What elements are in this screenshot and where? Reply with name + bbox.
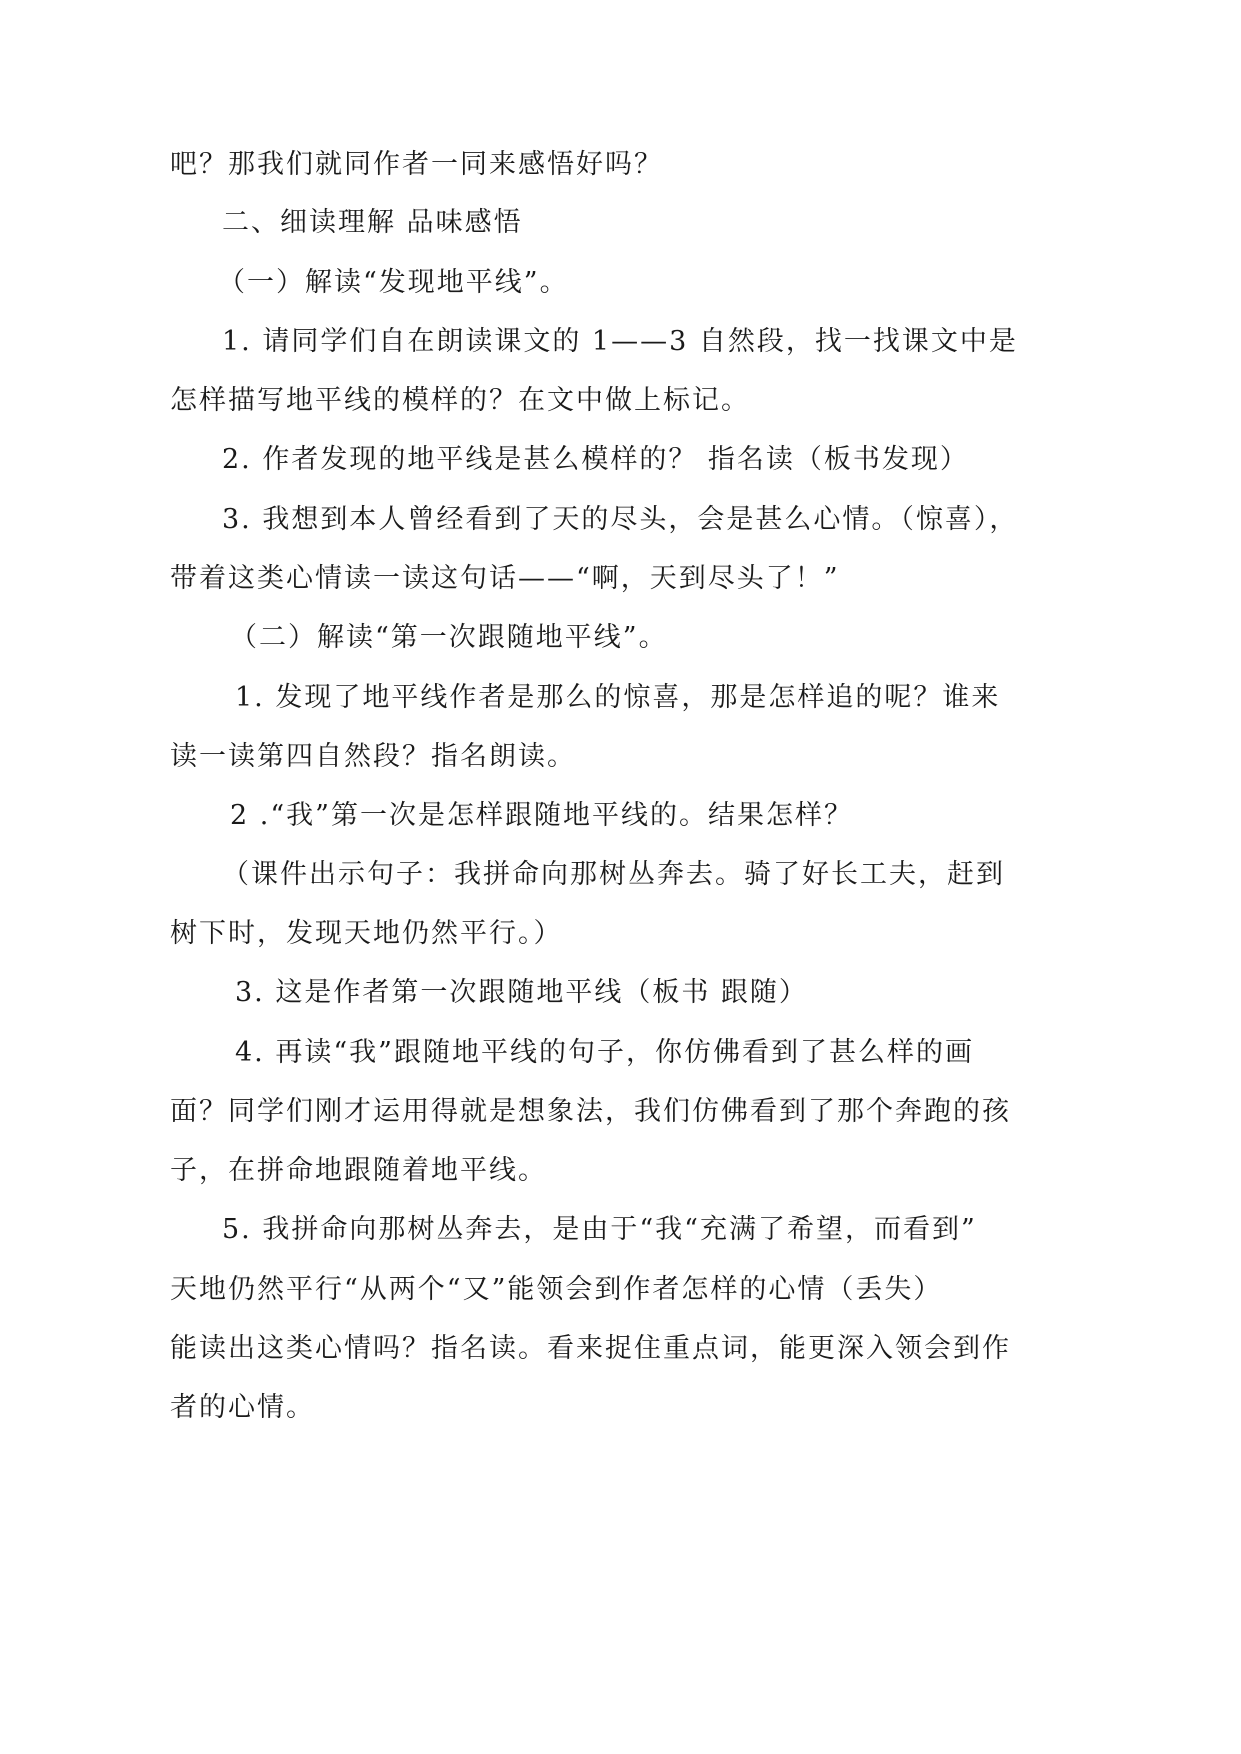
text-line-10: 1. 发现了地平线作者是那么的惊喜，那是怎样追的呢？谁来: [235, 682, 1001, 713]
text-line-20: 天地仍然平行“从两个“又”能领会到作者怎样的心情（丢失）: [170, 1274, 943, 1305]
text-line-16: 4. 再读“我”跟随地平线的句子，你仿佛看到了甚么样的画: [235, 1037, 974, 1068]
text-line-22: 者的心情。: [170, 1392, 315, 1423]
text-line-6: 2. 作者发现的地平线是甚么模样的？ 指名读（板书发现）: [222, 444, 969, 475]
text-line-18: 子，在拼命地跟随着地平线。: [170, 1155, 547, 1186]
text-line-1: 吧？那我们就同作者一同来感悟好吗？: [170, 149, 663, 180]
subsection-heading-2: （二）解读“第一次跟随地平线”。: [230, 622, 668, 653]
text-line-12: 2 .“我”第一次是怎样跟随地平线的。结果怎样？: [230, 800, 853, 831]
text-line-19: 5. 我拼命向那树丛奔去，是由于“我“充满了希望，而看到”: [222, 1214, 977, 1245]
text-line-7: 3. 我想到本人曾经看到了天的尽头，会是甚么心情。（惊喜），: [222, 504, 1019, 535]
text-line-13: （课件出示句子：我拼命向那树丛奔去。骑了好长工夫，赶到: [222, 859, 1005, 890]
text-line-17: 面？同学们刚才运用得就是想象法，我们仿佛看到了那个奔跑的孩: [170, 1096, 1011, 1127]
text-line-4: 1. 请同学们自在朗读课文的 1——3 自然段，找一找课文中是: [222, 326, 1018, 357]
text-line-8: 带着这类心情读一读这句话——“啊，天到尽头了！”: [170, 563, 840, 594]
text-line-21: 能读出这类心情吗？指名读。看来捉住重点词，能更深入领会到作: [170, 1333, 1011, 1364]
text-line-11: 读一读第四自然段？指名朗读。: [170, 741, 576, 772]
text-line-14: 树下时，发现天地仍然平行。）: [170, 918, 563, 949]
section-heading-2: 二、细读理解 品味感悟: [222, 207, 523, 238]
text-line-5: 怎样描写地平线的模样的？在文中做上标记。: [170, 385, 750, 416]
subsection-heading-1: （一）解读“发现地平线”。: [218, 267, 569, 298]
text-line-15: 3. 这是作者第一次跟随地平线（板书 跟随）: [235, 977, 808, 1008]
